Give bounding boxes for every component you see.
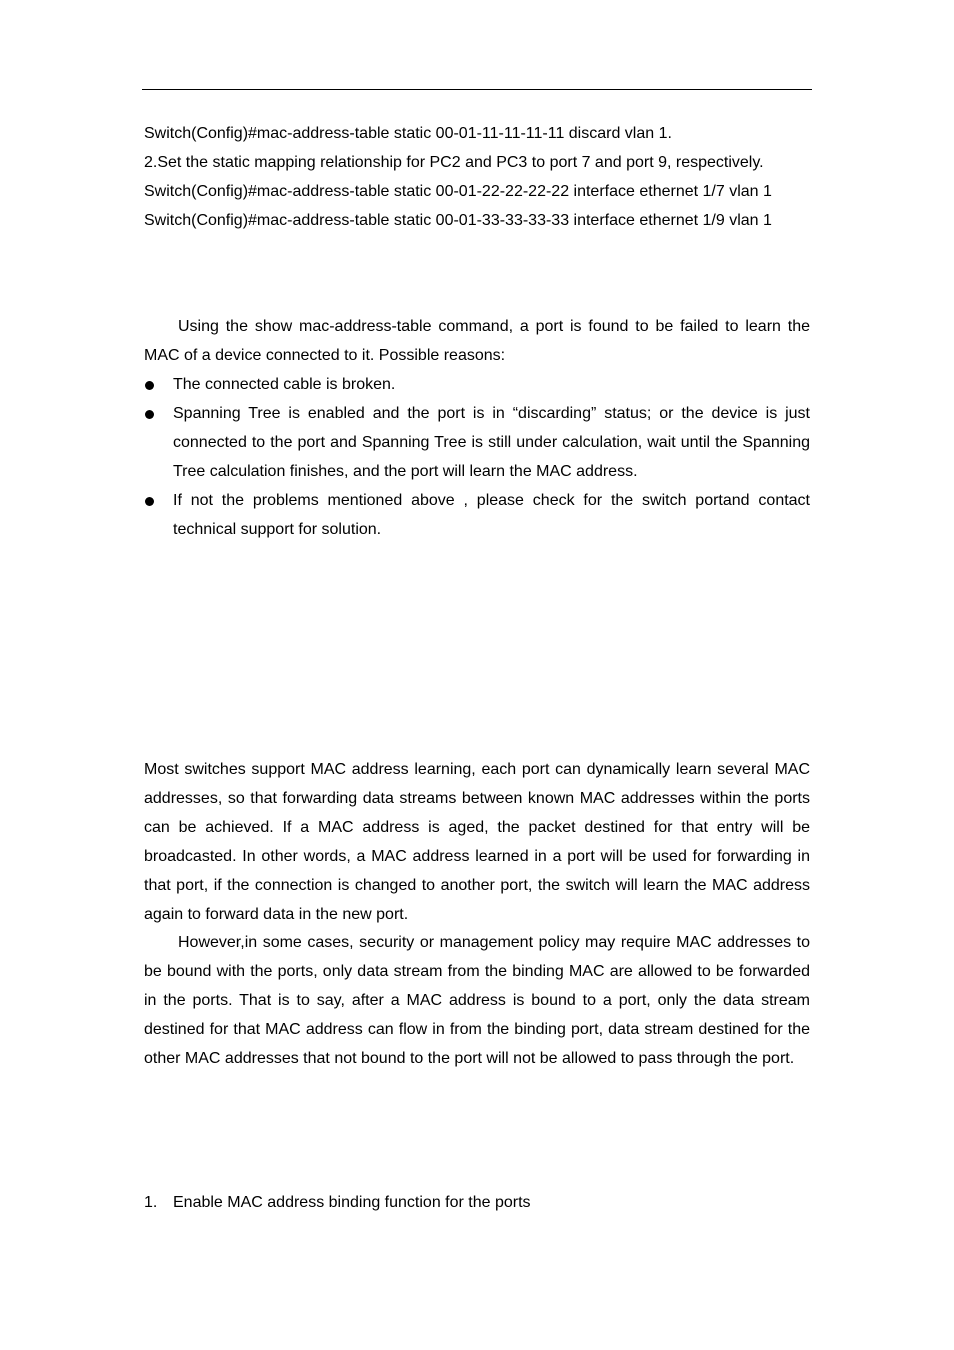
list-item (144, 371, 810, 400)
step-text: Enable MAC address binding function for the ports (173, 1194, 531, 1211)
reasons-list (144, 371, 810, 544)
bullet-icon (145, 497, 154, 506)
command-line: Switch(Config)#mac-address-table static 00-01-22-22-22-22 interface ethernet 1/7 vlan 1 (144, 183, 772, 200)
list-item-text: The connected cable is broken. (173, 376, 396, 393)
list-item (144, 400, 810, 487)
list-item-text: Spanning Tree is enabled and the port is in “discarding” status; or the device is just connected to the port and Spanning Tree is still under calculation, wait until the Spanning Tree calculation finishes, and the port will learn the MAC address. (173, 404, 810, 480)
bullet-icon (145, 410, 154, 419)
binding-paragraph-1: Most switches support MAC address learning, each port can dynamically learn several MAC addresses, so that forwarding data streams between known MAC addresses within the ports can be achieved. If a MAC address is aged, the packet destined for that entry will be broadcasted. In other words, a MAC address learned in a port will be used for forwarding in that port, if the connection is changed to another port, the switch will learn the MAC address again to forward data in the new port. (144, 761, 810, 923)
binding-paragraph-2: However,in some cases, security or management policy may require MAC addresses to be bound with the ports, only data stream from the binding MAC are allowed to be forwarded in the ports. That is to say, after a MAC address is bound to a port, only the data stream destined for that MAC address can flow in from the binding port, data stream destined for the other MAC addresses that not bound to the port will not be allowed to pass through the port. (144, 934, 810, 1067)
troubleshooting-intro: Using the show mac-address-table command, a port is found to be failed to learn the MAC of a device connected to it. Possible reasons: (144, 318, 810, 364)
header-rule (142, 89, 812, 90)
step-text-line: 2.Set the static mapping relationship for PC2 and PC3 to port 7 and port 9, respectively. (144, 154, 764, 171)
command-line: Switch(Config)#mac-address-table static 00-01-33-33-33-33 interface ethernet 1/9 vlan 1 (144, 212, 772, 229)
bullet-icon (145, 381, 154, 390)
numbered-step (144, 1193, 531, 1213)
list-item-text: If not the problems mentioned above , please check for the switch portand contact technical support for solution. (173, 491, 810, 538)
step-number: 1. (144, 1194, 158, 1211)
list-item (144, 487, 810, 545)
command-line: Switch(Config)#mac-address-table static 00-01-11-11-11-11 discard vlan 1. (144, 125, 672, 142)
